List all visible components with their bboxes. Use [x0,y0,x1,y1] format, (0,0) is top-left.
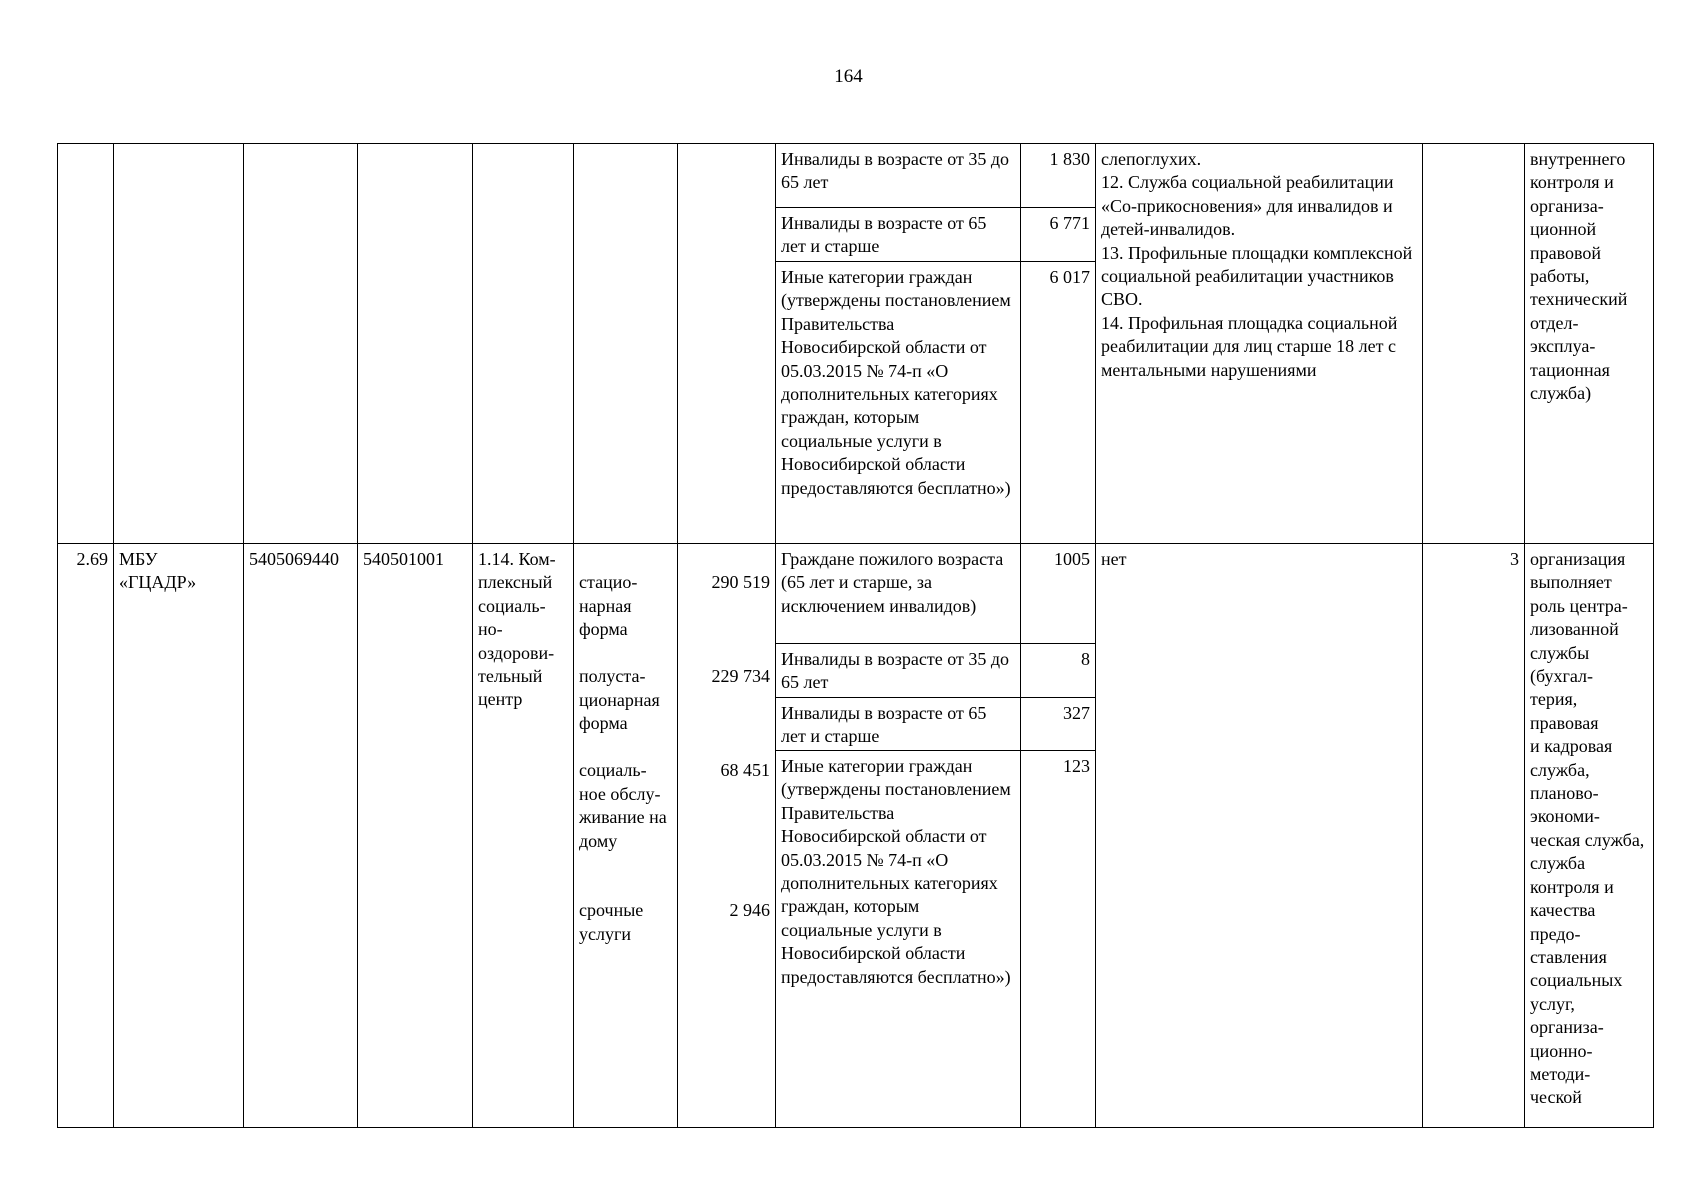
cell-category-count: 6 017 [1021,262,1096,544]
cell-form-values [678,544,776,1128]
cell-number [58,144,114,544]
form-values-stack [683,571,770,921]
cell-category-count: 1 830 [1021,144,1096,208]
forms-stack [579,571,672,944]
cell-form-values [678,144,776,544]
cell-inn: 5405069440 [244,544,358,1128]
form-value: 229 734 [711,666,770,687]
form-label: срочные услуги [579,900,644,944]
table-row [58,144,1654,208]
cell-category-name: Инвалиды в возрасте от 35 до 65 лет [776,144,1021,208]
cell-forms [574,544,678,1128]
cell-category-name: Иные категории граждан (утверждены постановлением Правительства Новосибирской области от 05.03.2015 № 74-п «О дополнительных категориях граждан, которым социальные услуги в Новосибирской области предоставляются бесплатно») [776,751,1021,1128]
form-label: социаль- ное обслу- живание на дому [579,760,667,851]
page-number: 164 [834,66,863,87]
cell-number: 2.69 [58,544,114,1128]
cell-inn [244,144,358,544]
form-value: 290 519 [711,572,770,593]
form-label: полуста- ционарная форма [579,666,660,734]
cell-service [473,144,574,544]
cell-category-count: 1005 [1021,544,1096,644]
cell-category-count: 327 [1021,698,1096,751]
cell-kpp: 540501001 [358,544,473,1128]
form-value: 68 451 [720,760,770,781]
cell-category-count: 6 771 [1021,208,1096,262]
cell-organization [114,144,244,544]
cell-category-count: 8 [1021,644,1096,698]
cell-category-name: Иные категории граждан (утверждены постановлением Правительства Новосибирской области от 05.03.2015 № 74-п «О дополнительных категориях граждан, которым социальные услуги в Новосибирской области предоставляются бесплатно») [776,262,1021,544]
cell-organization: МБУ «ГЦАДР» [114,544,244,1128]
cell-quantity [1423,144,1525,544]
cell-note: внутреннего контроля и организа- ционной правовой работы, технический отдел- эксплуа- тационная служба) [1525,144,1654,544]
cell-quantity: 3 [1423,544,1525,1128]
cell-note: организация выполняет роль центра- лизованной службы (бухгал- терия, правовая и кадровая служба, планово- экономи- ческая служба, служба контроля и качества предо- ставления социальных услуг, организа- ционно- методи- ческой [1525,544,1654,1128]
table-row [58,544,1654,644]
registry-table [57,143,1654,1128]
cell-kpp [358,144,473,544]
cell-extra-services: нет [1096,544,1423,1128]
cell-category-count: 123 [1021,751,1096,1128]
form-value: 2 946 [729,900,770,921]
cell-category-name: Инвалиды в возрасте от 35 до 65 лет [776,644,1021,698]
cell-forms [574,144,678,544]
form-label: стацио- нарная форма [579,572,638,640]
cell-category-name: Граждане пожилого возраста (65 лет и старше, за исключением инвалидов) [776,544,1021,644]
cell-service: 1.14. Ком- плексный социаль- но- оздорови- тельный центр [473,544,574,1128]
cell-category-name: Инвалиды в возрасте от 65 лет и старше [776,698,1021,751]
cell-extra-services: слепоглухих. 12. Служба социальной реабилитации «Со-прикосновения» для инвалидов и детей-инвалидов. 13. Профильные площадки комплексной социальной реабилитации участников СВО. 14. Профильная площадка социальной реабилитации для лиц старше 18 лет с ментальными нарушениями [1096,144,1423,544]
cell-category-name: Инвалиды в возрасте от 65 лет и старше [776,208,1021,262]
